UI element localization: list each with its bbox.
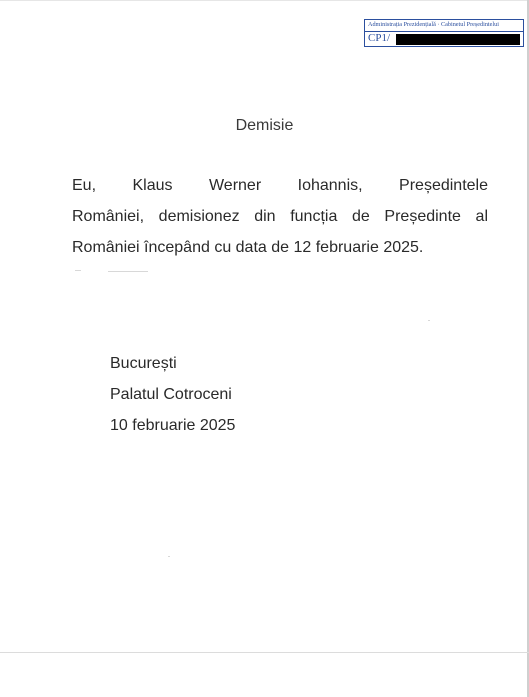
document-title: Demisie [235, 117, 294, 134]
scan-speck [108, 271, 148, 272]
scan-speck [428, 320, 430, 321]
body-line-1: Eu, Klaus Werner Iohannis, Președintele [72, 177, 488, 194]
body-line-2: României, demisionez din funcția de Președinte al [72, 208, 488, 225]
closing-date: 10 februarie 2025 [110, 417, 236, 434]
redacted-registration-number [396, 34, 520, 45]
stamp-header: Administrația Prezidențială · Cabinetul Președintelui [368, 21, 499, 28]
body-line-3: României începând cu data de 12 februarie 2025. [72, 239, 424, 256]
page-top-edge [0, 0, 529, 1]
scan-speck [168, 556, 170, 557]
scan-speck [75, 270, 81, 271]
registration-stamp [364, 19, 524, 47]
stamp-registration-prefix: CP1/ [368, 32, 391, 44]
page-bottom-edge [0, 652, 529, 653]
closing-place: Palatul Cotroceni [110, 386, 232, 403]
closing-city: București [110, 355, 177, 372]
